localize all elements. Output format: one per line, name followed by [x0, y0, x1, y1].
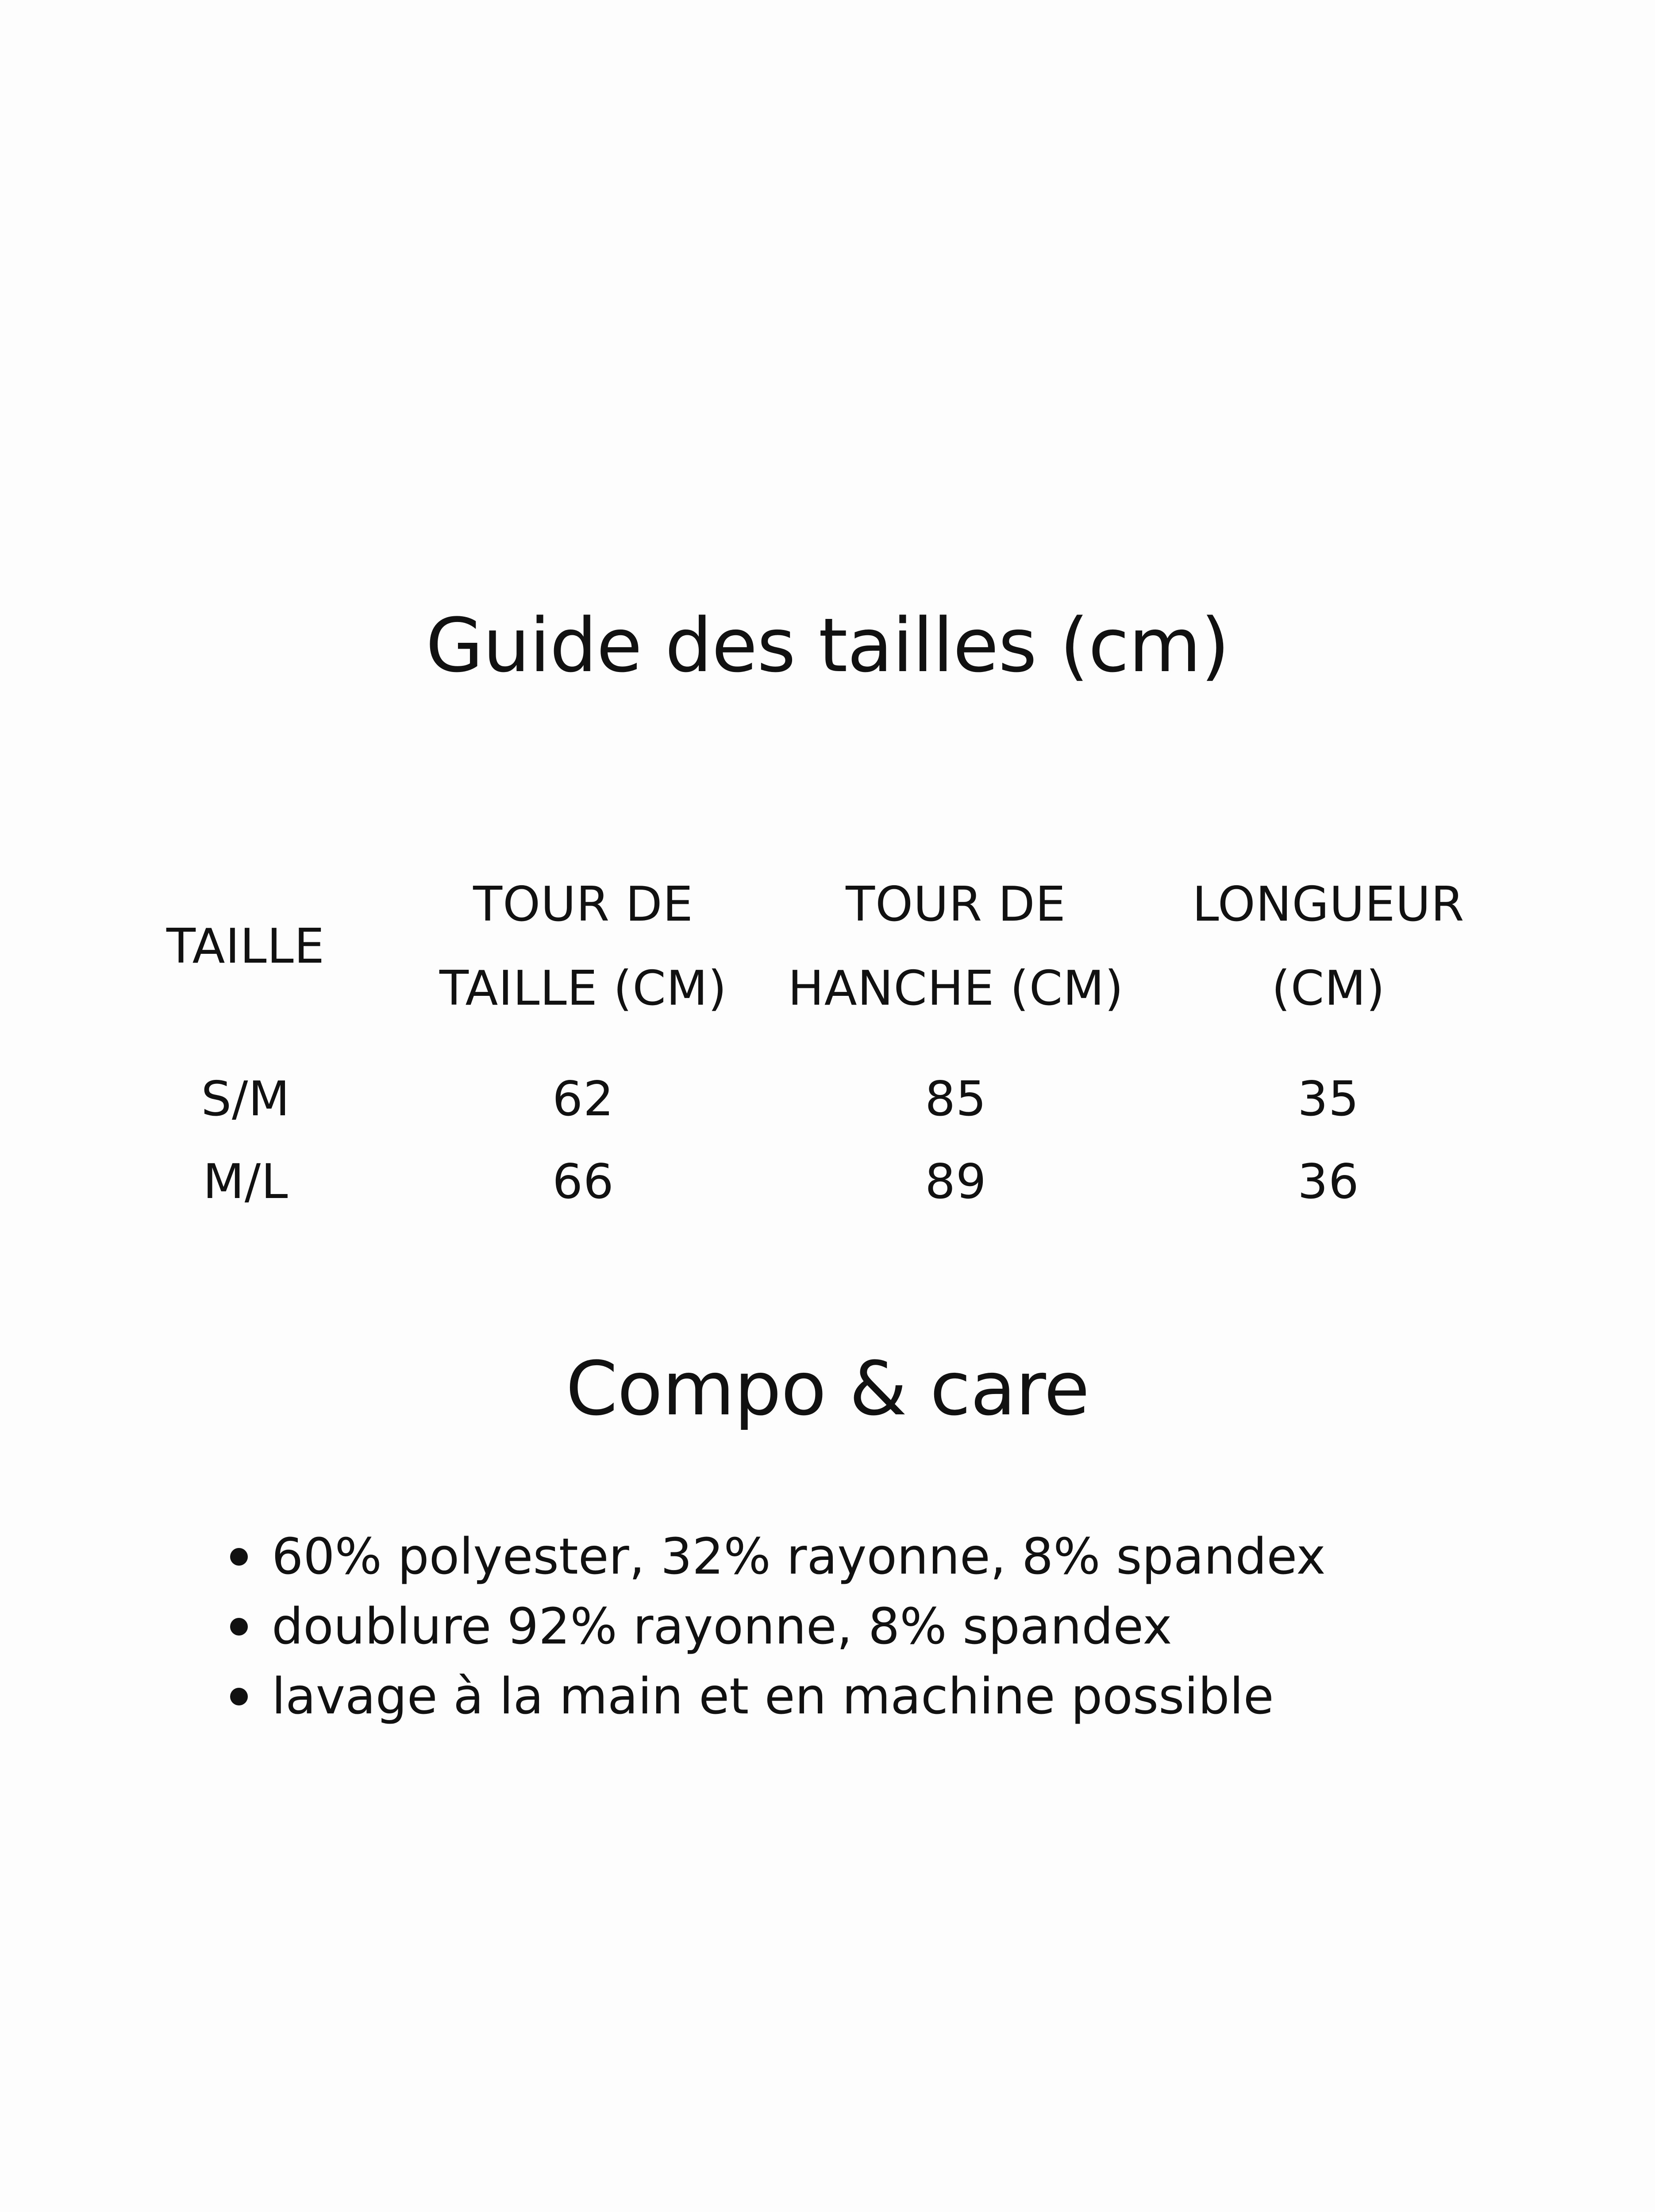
row-ml-waist: 66: [552, 1154, 614, 1210]
header-waist-line2: TAILLE (CM): [439, 961, 727, 1016]
header-hip-line1: TOUR DE: [846, 877, 1066, 932]
care-list: [230, 1522, 1326, 1732]
compo-care-title: Compo & care: [566, 1345, 1089, 1432]
care-item-text: 60% polyester, 32% rayonne, 8% spandex: [272, 1528, 1326, 1586]
row-sm-hip: 85: [925, 1071, 987, 1127]
row-sm-waist: 62: [552, 1071, 614, 1127]
list-item: [230, 1592, 1326, 1662]
bullet-icon: [230, 1548, 248, 1566]
size-guide-title: Guide des tailles (cm): [426, 602, 1229, 689]
row-ml-hip: 89: [925, 1154, 987, 1210]
row-ml-size: M/L: [203, 1154, 289, 1210]
header-size: TAILLE: [166, 919, 325, 974]
care-item-text: doublure 92% rayonne, 8% spandex: [272, 1598, 1172, 1655]
row-ml-length: 36: [1297, 1154, 1359, 1210]
bullet-icon: [230, 1688, 248, 1705]
header-length-line2: (CM): [1271, 961, 1386, 1016]
bullet-icon: [230, 1618, 248, 1636]
header-hip-line2: HANCHE (CM): [788, 961, 1124, 1016]
header-waist-line1: TOUR DE: [473, 877, 693, 932]
list-item: [230, 1522, 1326, 1592]
row-sm-length: 35: [1297, 1071, 1359, 1127]
list-item: [230, 1662, 1326, 1732]
row-sm-size: S/M: [201, 1071, 290, 1127]
care-item-text: lavage à la main et en machine possible: [272, 1668, 1274, 1725]
header-length-line1: LONGUEUR: [1192, 877, 1465, 932]
